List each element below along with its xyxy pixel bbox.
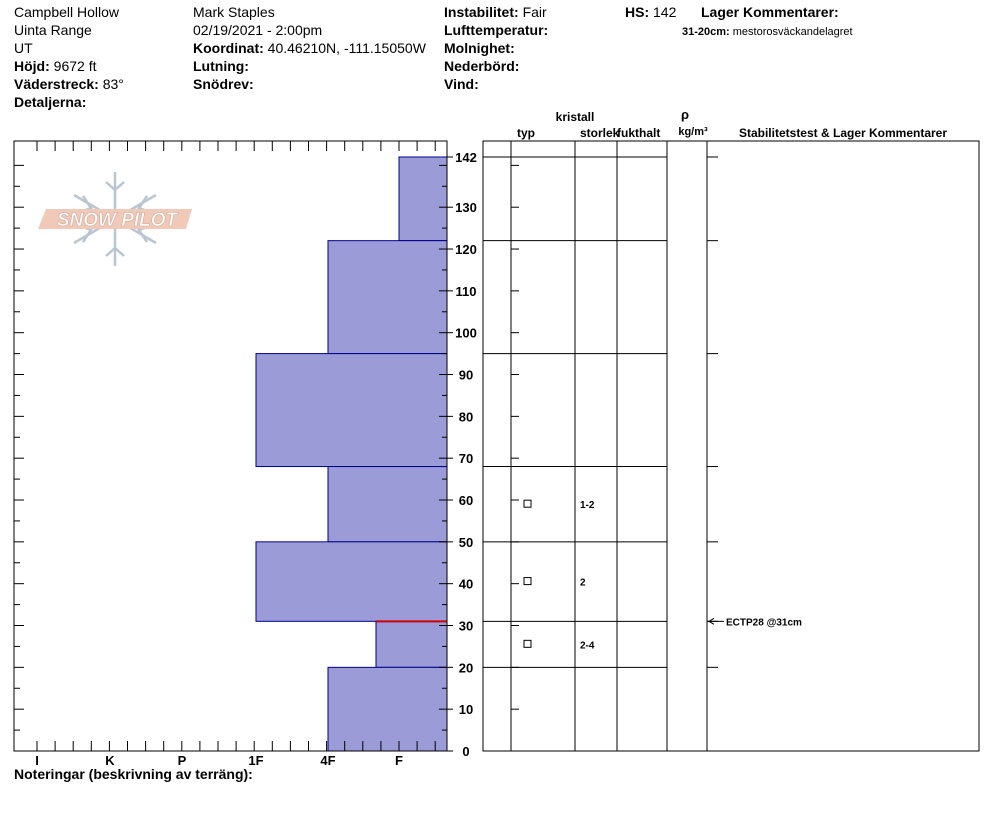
crystal-type-square-icon xyxy=(524,500,531,507)
depth-tick-label: 10 xyxy=(458,702,474,718)
wind-loading-label-text: Snödrev: xyxy=(193,76,254,92)
top-hardness-ticks xyxy=(37,141,435,151)
depth-tick-label: 50 xyxy=(458,534,474,550)
snow-layer xyxy=(376,621,447,667)
wind-label-text: Vind: xyxy=(444,76,479,92)
table-depth-ticks xyxy=(511,165,519,751)
crystal-size-value: 2-4 xyxy=(580,640,595,652)
aspect-label: Väderstreck: xyxy=(14,76,99,92)
snow-layer xyxy=(328,667,447,751)
column-header-density-unit: kg/m³ xyxy=(678,126,708,138)
observer-name: Mark Staples xyxy=(193,4,275,20)
snow-layer xyxy=(328,241,447,354)
hs-value: 142 xyxy=(653,4,677,20)
location-name: Campbell Hollow xyxy=(14,4,120,20)
slope-label-text: Lutning: xyxy=(193,58,249,74)
hardness-scale-label: P xyxy=(177,753,187,768)
precip-label-text: Nederbörd: xyxy=(444,58,520,74)
hs-label: HS: xyxy=(625,4,650,20)
elevation-label: Höjd: xyxy=(14,58,50,74)
snowpilot-watermark xyxy=(38,172,192,266)
depth-tick-label: 120 xyxy=(455,242,477,258)
depth-tick-label: 142 xyxy=(455,150,477,165)
coordinate-label: Koordinat: xyxy=(193,40,264,56)
depth-tick-label: 60 xyxy=(458,493,474,509)
layer-table-frame xyxy=(483,141,979,751)
hardness-scale-label: I xyxy=(35,753,39,768)
column-header-type: typ xyxy=(517,126,535,140)
depth-tick-label: 70 xyxy=(458,451,474,467)
crystal-entries xyxy=(524,500,595,651)
depth-tick-label: 20 xyxy=(458,660,474,676)
crystal-type-square-icon xyxy=(524,578,531,585)
depth-tick-label: 0 xyxy=(462,744,470,759)
layer-comments-title-text: Lager Kommentarer: xyxy=(701,4,839,20)
hardness-layers xyxy=(256,157,447,751)
column-header-crystal: kristall xyxy=(555,110,595,124)
details-label-text: Detaljerna: xyxy=(14,94,87,110)
sky-label-text: Molnighet: xyxy=(444,40,515,56)
notes-label: Noteringar (beskrivning av terräng): xyxy=(14,766,253,782)
depth-tick-label: 40 xyxy=(458,576,474,592)
snow-layer xyxy=(399,157,447,241)
column-header-stability: Stabilitetstest & Lager Kommentarer xyxy=(738,126,948,140)
depth-tick-label: 100 xyxy=(455,325,477,341)
column-header-size: storlek xyxy=(580,126,620,140)
snow-layer xyxy=(256,354,447,467)
range-name: Uinta Range xyxy=(14,22,92,38)
crystal-type-square-icon xyxy=(524,640,531,647)
stability-test-label: ECTP28 @31cm xyxy=(726,617,802,629)
column-header-rho: ρ xyxy=(680,107,690,122)
aspect-value: 83° xyxy=(102,76,124,92)
snow-layer xyxy=(256,542,447,621)
coordinate-value: 40.46210N, -111.15050W xyxy=(267,40,426,56)
depth-tick-label: 110 xyxy=(455,283,477,299)
crystal-size-value: 2 xyxy=(580,577,586,589)
stability-value: Fair xyxy=(522,4,547,20)
hardness-scale-label: 4F xyxy=(320,753,336,768)
layer-comment-text: mestorosväckandelagret xyxy=(732,26,853,38)
stability-label: Instabilitet: xyxy=(444,4,519,20)
elevation-value: 9672 ft xyxy=(53,58,97,74)
stability-tests xyxy=(708,617,802,628)
hardness-scale-label: 1F xyxy=(248,753,264,768)
depth-tick-label: 30 xyxy=(458,618,474,634)
observation-datetime: 02/19/2021 - 2:00pm xyxy=(193,22,323,38)
air-temp-label-text: Lufttemperatur: xyxy=(444,22,549,38)
depth-tick-label: 80 xyxy=(458,409,474,425)
column-header-moisture: fukthalt xyxy=(617,126,661,140)
hardness-scale-label: F xyxy=(395,753,403,768)
depth-tick-label: 90 xyxy=(458,367,474,383)
depth-tick-label: 130 xyxy=(455,200,477,216)
hardness-scale-label: K xyxy=(105,753,115,768)
layer-boundaries xyxy=(483,157,718,667)
watermark-text: SNOW PILOT xyxy=(56,210,178,231)
layer-comment-range: 31-20cm: xyxy=(682,26,730,38)
snow-layer xyxy=(328,467,447,542)
state-name: UT xyxy=(14,40,33,56)
crystal-size-value: 1-2 xyxy=(580,500,595,512)
